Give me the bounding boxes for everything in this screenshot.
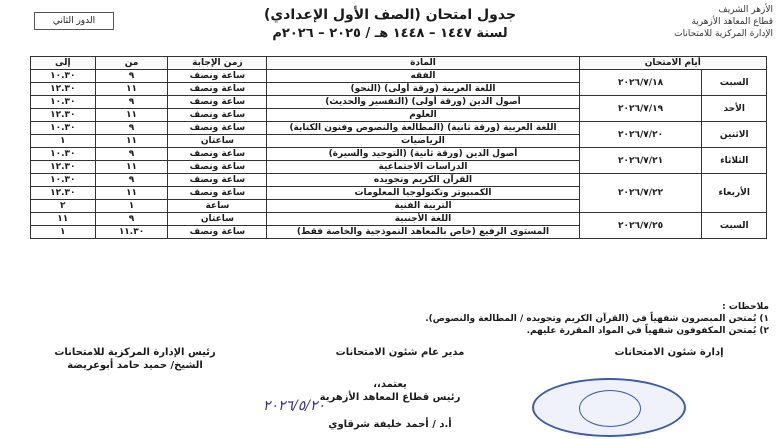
signature-title: رئيس قطاع المعاهد الأزهرية: [319, 392, 461, 403]
academic-year: لسنة ١٤٤٧ – ١٤٤٨ هـ / ٢٠٢٥ – ٢٠٢٦م: [272, 26, 508, 41]
subject-cell: الدراسات الاجتماعية: [267, 161, 579, 174]
duration-cell: ساعتان: [168, 135, 267, 148]
subject-cell: الفقه: [267, 70, 579, 83]
duration-cell: ساعة: [168, 200, 267, 213]
signature-name: الشيخ/ حميد حامد أبوعريضة: [67, 360, 203, 371]
org-line: الأزهر الشريف: [718, 5, 773, 15]
from-cell: ٩: [95, 213, 168, 226]
duration-cell: ساعتان: [168, 213, 267, 226]
table-row: [31, 122, 767, 135]
to-cell: ١٢.٣٠: [31, 83, 96, 96]
exam-day: الأربعاء: [702, 174, 767, 213]
signature-title: إدارة شئون الامتحانات: [614, 347, 724, 358]
from-cell: ٩: [95, 148, 168, 161]
org-line: الإدارة المركزية للامتحانات: [674, 29, 773, 39]
to-cell: ١٢.٣٠: [31, 161, 96, 174]
subject-cell: المستوى الرفيع (خاص بالمعاهد النموذجية والخاصة فقط): [267, 226, 579, 239]
to-cell: ١٠.٣٠: [31, 70, 96, 83]
to-cell: ٢: [31, 200, 96, 213]
subject-cell: أصول الدين (ورقة أولى) (التفسير والحديث): [267, 96, 579, 109]
header-to: إلى: [31, 57, 96, 70]
to-cell: ١١: [31, 213, 96, 226]
from-cell: ١١: [95, 109, 168, 122]
exam-date: ٢٠٢٦/٧/٢٢: [579, 174, 702, 213]
from-cell: ١١: [95, 161, 168, 174]
from-cell: ١١.٣٠: [95, 226, 168, 239]
exam-date: ٢٠٢٦/٧/١٨: [579, 70, 702, 96]
to-cell: ١٠.٣٠: [31, 96, 96, 109]
approval-text: يعتمد،،: [373, 379, 407, 390]
seal-emblem-icon: [579, 390, 641, 427]
signature-central-admin: [30, 346, 240, 372]
subject-cell: الرياضيات: [267, 135, 579, 148]
org-header: [573, 4, 773, 44]
header-from: من: [95, 57, 168, 70]
header-subject: المادة: [267, 57, 579, 70]
subject-cell: اللغة العربية (ورقة أولى) (النحو): [267, 83, 579, 96]
exam-day: السبت: [702, 213, 767, 239]
from-cell: ١١: [95, 83, 168, 96]
table-row: [31, 148, 767, 161]
duration-cell: ساعة ونصف: [168, 161, 267, 174]
duration-cell: ساعة ونصف: [168, 226, 267, 239]
signature-gm-exam-affairs: [330, 346, 470, 359]
header-duration: زمن الإجابة: [168, 57, 267, 70]
note-item: ١) يُمتحن المبصرون شفهياً في (القرآن الكريم وتجويده / المطالعة والنصوص).: [425, 314, 769, 324]
exam-date: ٢٠٢٦/٧/٢٠: [579, 122, 702, 148]
duration-cell: ساعة ونصف: [168, 70, 267, 83]
to-cell: ١٢.٣٠: [31, 187, 96, 200]
from-cell: ٩: [95, 96, 168, 109]
subject-cell: القرآن الكريم وتجويده: [267, 174, 579, 187]
to-cell: ١٠.٣٠: [31, 174, 96, 187]
subject-cell: اللغة الأجنبية: [267, 213, 579, 226]
duration-cell: ساعة ونصف: [168, 96, 267, 109]
signature-exam-affairs: [579, 346, 759, 359]
duration-cell: ساعة ونصف: [168, 109, 267, 122]
duration-cell: ساعة ونصف: [168, 122, 267, 135]
exam-date: ٢٠٢٦/٧/٢١: [579, 148, 702, 174]
signature-title: مدير عام شئون الامتحانات: [335, 347, 465, 358]
subject-cell: اللغة العربية (ورقة ثانية) (المطالعة والنصوص وفنون الكتابة): [267, 122, 579, 135]
notes-section: [69, 301, 769, 337]
round-badge: الدور الثاني: [34, 12, 114, 30]
to-cell: ١٠.٣٠: [31, 122, 96, 135]
subject-cell: العلوم: [267, 109, 579, 122]
exam-day: السبت: [702, 70, 767, 96]
schedule-body: [31, 70, 767, 239]
exam-date: ٢٠٢٦/٧/٢٥: [579, 213, 702, 239]
header-days: أيام الامتحان: [579, 57, 766, 70]
signature-title: رئيس الإدارة المركزية للامتحانات: [54, 347, 216, 358]
exam-day: الثلاثاء: [702, 148, 767, 174]
table-row: [31, 213, 767, 226]
subject-cell: التربية الفنية: [267, 200, 579, 213]
from-cell: ١: [95, 200, 168, 213]
duration-cell: ساعة ونصف: [168, 174, 267, 187]
to-cell: ١٢.٣٠: [31, 109, 96, 122]
table-row: [31, 174, 767, 187]
exam-day: الأحد: [702, 96, 767, 122]
notes-title: ملاحظات :: [722, 302, 769, 312]
handwritten-date: ٢٠٢٦/٥/٢٠: [262, 398, 325, 414]
exam-day: الاثنين: [702, 122, 767, 148]
exam-date: ٢٠٢٦/٧/١٩: [579, 96, 702, 122]
from-cell: ٩: [95, 70, 168, 83]
to-cell: ١٠.٣٠: [31, 148, 96, 161]
from-cell: ١١: [95, 187, 168, 200]
to-cell: ١: [31, 226, 96, 239]
exam-schedule-table: [30, 56, 767, 239]
to-cell: ١: [31, 135, 96, 148]
from-cell: ٩: [95, 174, 168, 187]
table-row: [31, 70, 767, 83]
page-title: جدول امتحان (الصف الأول الإعدادي): [263, 7, 517, 23]
note-item: ٢) يُمتحن المكفوفون شفهياً في المواد المقررة عليهم.: [526, 326, 769, 336]
official-seal-stamp: [532, 378, 686, 437]
duration-cell: ساعة ونصف: [168, 148, 267, 161]
table-row: [31, 96, 767, 109]
duration-cell: ساعة ونصف: [168, 83, 267, 96]
subject-cell: الكمبيوتر وتكنولوجيا المعلومات: [267, 187, 579, 200]
org-line: قطاع المعاهد الأزهرية: [691, 17, 773, 27]
subject-cell: أصول الدين (ورقة ثانية) (التوحيد والسيرة): [267, 148, 579, 161]
sector-head-name: أ.د / أحمد خليفة شرقاوي: [328, 419, 452, 430]
from-cell: ١١: [95, 135, 168, 148]
duration-cell: ساعة ونصف: [168, 187, 267, 200]
from-cell: ٩: [95, 122, 168, 135]
